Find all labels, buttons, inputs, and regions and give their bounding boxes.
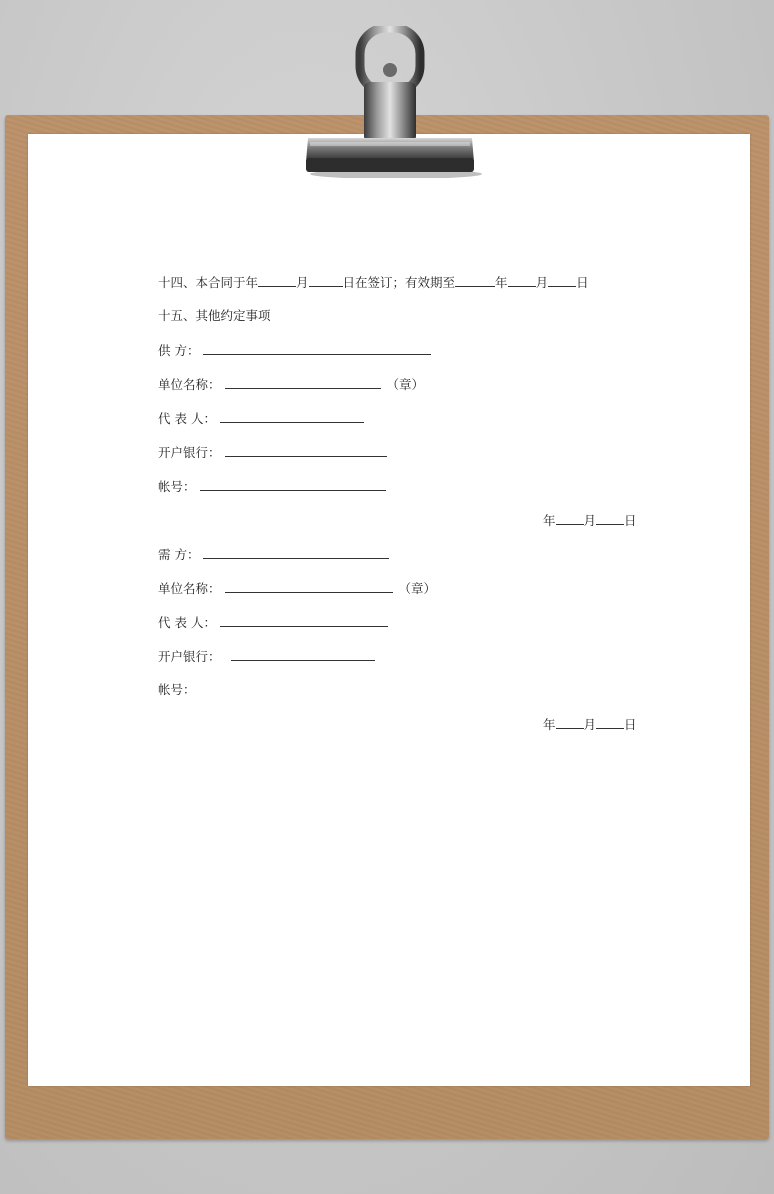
supplier-seal: （章） xyxy=(386,377,425,392)
clause-14 xyxy=(158,274,589,291)
supplier-account-row xyxy=(158,478,386,495)
buyer-bank-field[interactable] xyxy=(231,648,375,661)
buyer-date-month: 月 xyxy=(583,717,597,732)
buyer-unit-field[interactable] xyxy=(225,580,393,593)
supplier-rep-label: 代 表 人： xyxy=(158,411,216,426)
buyer-seal: （章） xyxy=(398,581,437,596)
buyer-field[interactable] xyxy=(203,546,389,559)
clause-14-day: 日 xyxy=(576,275,589,290)
supplier-row xyxy=(158,342,431,359)
supplier-rep-row xyxy=(158,410,364,427)
clause-14-month2: 月 xyxy=(535,275,549,290)
blank-field[interactable] xyxy=(258,274,296,287)
supplier-date xyxy=(543,512,637,529)
supplier-label: 供 方： xyxy=(158,343,200,358)
blank-field[interactable] xyxy=(455,274,495,287)
supplier-account-field[interactable] xyxy=(200,478,386,491)
supplier-date-year: 年 xyxy=(543,513,556,528)
supplier-bank-field[interactable] xyxy=(225,444,387,457)
buyer-rep-label: 代 表 人： xyxy=(158,615,216,630)
buyer-account-row xyxy=(158,682,196,698)
supplier-unit-label: 单位名称： xyxy=(158,377,221,392)
clause-14-text1: 十四、本合同于年 xyxy=(158,275,259,290)
buyer-unit-label: 单位名称： xyxy=(158,581,221,596)
supplier-bank-row xyxy=(158,444,387,461)
blank-field[interactable] xyxy=(596,512,624,525)
supplier-unit-row xyxy=(158,376,424,393)
clause-14-year: 年 xyxy=(495,275,508,290)
buyer-bank-label: 开户银行： xyxy=(158,649,221,664)
buyer-row xyxy=(158,546,389,563)
buyer-date-day: 日 xyxy=(624,717,637,732)
supplier-date-day: 日 xyxy=(624,513,637,528)
buyer-bank-row xyxy=(158,648,375,665)
buyer-rep-row xyxy=(158,614,388,631)
buyer-date-year: 年 xyxy=(543,717,556,732)
blank-field[interactable] xyxy=(556,512,584,525)
buyer-date xyxy=(543,716,637,733)
supplier-date-month: 月 xyxy=(583,513,597,528)
buyer-label: 需 方： xyxy=(158,547,200,562)
supplier-rep-field[interactable] xyxy=(220,410,364,423)
supplier-bank-label: 开户银行： xyxy=(158,445,221,460)
clause-14-month: 月 xyxy=(296,275,309,290)
supplier-account-label: 帐号： xyxy=(158,479,196,494)
supplier-unit-field[interactable] xyxy=(225,376,381,389)
blank-field[interactable] xyxy=(548,274,576,287)
blank-field[interactable] xyxy=(309,274,343,287)
blank-field[interactable] xyxy=(556,716,584,729)
buyer-unit-row xyxy=(158,580,436,597)
blank-field[interactable] xyxy=(508,274,536,287)
clause-15: 十五、其他约定事项 xyxy=(158,308,271,323)
supplier-field[interactable] xyxy=(203,342,431,355)
buyer-account-label: 帐号： xyxy=(158,682,196,697)
binder-clip-icon xyxy=(296,26,484,178)
clause-14-text2: 日在签订；有效期至 xyxy=(342,275,456,290)
blank-field[interactable] xyxy=(596,716,624,729)
buyer-rep-field[interactable] xyxy=(220,614,388,627)
